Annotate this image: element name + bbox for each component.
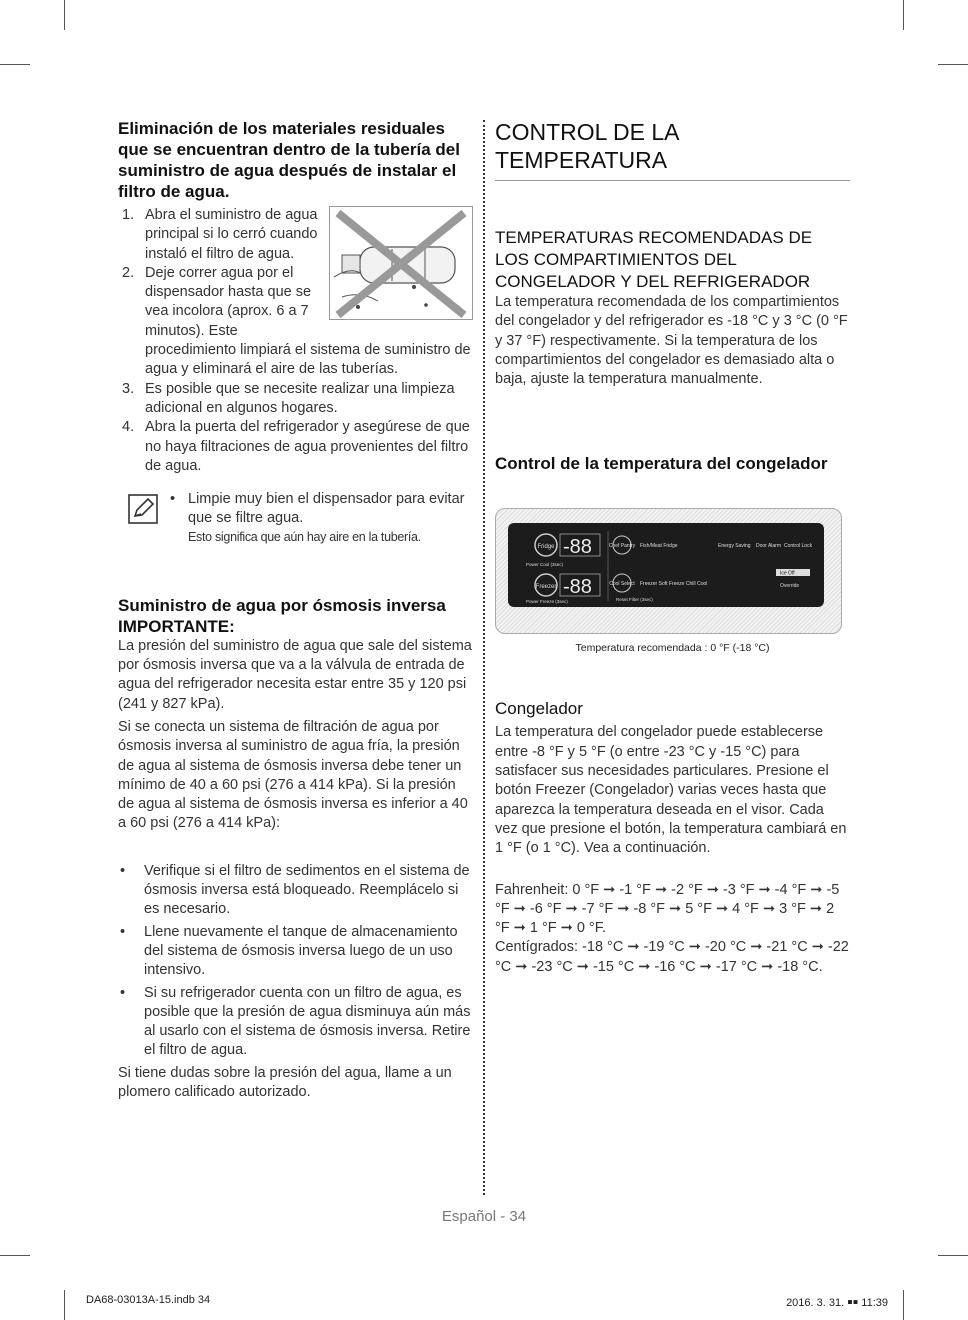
crop-mark <box>903 1290 904 1320</box>
reset-filter-label: Reset Filter (3sec) <box>616 597 653 603</box>
right-column <box>495 118 850 977</box>
page-number: Español - 34 <box>441 1208 527 1225</box>
list-item: • Si su refrigerador cuenta con un filtro de agua, es posible que la presión de agua disminuya aún más al usarlo con el sistema de ósmosis inversa. Retire el filtro de agua. <box>120 984 471 1059</box>
fahrenheit-sequence: Fahrenheit: 0 °F ➞ -1 °F ➞ -2 °F ➞ -3 °F ➞ -4 °F ➞ -5 °F ➞ -6 °F ➞ -7 °F ➞ -8 °F ➞ 5 °F ➞ 4 °F ➞ 3 °F ➞ 2 °F ➞ 1 °F ➞ 0 °F. <box>495 881 840 937</box>
panel-caption: Temperatura recomendada : 0 °F (-18 °C) <box>575 642 770 655</box>
energy-saving-label: Energy Saving <box>718 543 751 550</box>
list-item: • Verifique si el filtro de sedimentos en el sistema de ósmosis inversa está bloqueado. Reemplácelo si es necesario. <box>120 862 470 918</box>
cool-select-label: Cool Select <box>609 581 635 588</box>
note-detail: Esto significa que aún hay aire en la tubería. <box>188 529 421 544</box>
flush-steps <box>118 206 473 476</box>
celsius-sequence: Centígrados: -18 °C ➞ -19 °C ➞ -20 °C ➞ -21 °C ➞ -22 °C ➞ -23 °C ➞ -15 °C ➞ -16 °C ➞ -17 °C ➞ -18 °C. <box>495 939 849 975</box>
left-column <box>118 118 473 1106</box>
door-alarm-label: Door Alarm <box>756 543 782 550</box>
congelador-text: La temperatura del congelador puede establecerse entre -8 °F y 5 °F (o entre -23 °C y -15 °C) para satisfacer sus necesidades particulares. Presione el botón Freezer (Congelador) varias veces hasta que aparezca la temperatura deseada en el visor. Cada vez que presione el botón, la temperatura cambiará en 1 °F (o 1 °C). Vea a continuación. <box>495 724 847 857</box>
list-item: 2. Deje correr agua por el dispensador hasta que se vea incolora (aprox. 6 a 7 minutos). Este procedimiento limpiará el sistema de suministro de agua y eliminará el aire de las tuberías. <box>122 264 471 378</box>
note-box: • Limpie muy bien el dispensador para evitar que se filtre agua. Esto significa que aún hay aire en la tubería. <box>118 490 473 545</box>
page-title: CONTROL DE LA TEMPERATURA <box>495 118 850 181</box>
file-label: DA68-03013A-15.indb 34 <box>86 1294 211 1306</box>
chef-pantry-label: Chef Pantry <box>608 543 636 550</box>
crop-mark <box>64 1290 65 1320</box>
freezer-display: -88 <box>563 576 592 599</box>
control-panel <box>508 523 824 607</box>
crop-mark <box>64 0 65 30</box>
note-pencil-icon <box>128 494 158 524</box>
control-lock-label: Control Lock <box>784 543 813 550</box>
print-date: 2016. 3. 31. ￭￭ 11:39 <box>786 1297 888 1309</box>
fridge-button-label: Fridge <box>537 544 555 551</box>
crop-mark <box>0 64 30 65</box>
power-cool-label: Power Cool (3sec) <box>526 562 564 568</box>
override-label: Override <box>780 583 800 590</box>
freezer-button-label: Freezer <box>535 584 557 591</box>
ice-off-label: Ice Off <box>780 570 795 577</box>
cool-select-modes: Freezer Soft Freeze Chill Cool <box>640 581 708 588</box>
recommended-heading: TEMPERATURAS RECOMENDADAS DE LOS COMPARTIMIENTOS DEL CONGELADOR Y DEL REFRIGERADOR <box>495 228 813 291</box>
ro-important: IMPORTANTE: <box>118 616 235 636</box>
list-item: 4. Abra la puerta del refrigerador y asegúrese de que no haya filtraciones de agua provenientes del filtro de agua. <box>122 419 470 474</box>
crop-mark <box>903 0 904 30</box>
ro-paragraph-1: La presión del suministro de agua que sale del sistema por ósmosis inversa que va a la válvula de entrada de agua del refrigerador necesita estar entre 35 y 120 psi (241 y 827 kPa). <box>118 637 472 712</box>
note-bullet: Limpie muy bien el dispensador para evitar que se filtre agua. <box>188 491 465 527</box>
recommended-text: La temperatura recomendada de los compartimientos del congelador y del refrigerador es -18 °C y 3 °C (0 °F y 37 °F) respectivamente. Si la temperatura de los compartimientos del congelador es demasiado alta o baja, ajuste la temperatura manualmente. <box>495 294 848 388</box>
crop-mark <box>938 1255 968 1256</box>
residual-heading: Eliminación de los materiales residuales que se encuentran dentro de la tubería del suministro de agua después de instalar el filtro de agua. <box>118 119 460 201</box>
freezer-control-heading: Control de la temperatura del congelador <box>495 454 828 474</box>
ro-paragraph-2: Si se conecta un sistema de filtración de agua por ósmosis inversa al suministro de agua fría, la presión de agua al sistema de ósmosis inversa debe tener un mínimo de 40 a 60 psi (276 a 414 kPa). Si la presión de agua al sistema de ósmosis inversa es inferior a 40 a 60 psi (276 a 414 kPa): <box>118 718 468 832</box>
power-freeze-label: Power Freeze (3sec) <box>526 599 568 605</box>
ro-body <box>118 637 473 1103</box>
fridge-display: -88 <box>563 536 592 559</box>
crop-mark <box>0 1255 30 1256</box>
congelador-heading: Congelador <box>495 699 583 719</box>
ro-bullet-list <box>118 862 473 1061</box>
control-panel-drawing <box>508 523 824 607</box>
ro-heading: Suministro de agua por ósmosis inversa <box>118 595 446 615</box>
list-item: 1. Abra el suministro de agua principal si lo cerró cuando instaló el filtro de agua. <box>122 207 318 262</box>
crop-mark <box>938 64 968 65</box>
column-divider <box>483 120 485 1195</box>
ro-closing: Si tiene dudas sobre la presión del agua, llame a un plomero calificado autorizado. <box>118 1064 452 1100</box>
control-panel-image <box>495 508 842 634</box>
list-item: • Llene nuevamente el tanque de almacenamiento del sistema de ósmosis inversa luego de un uso intensivo. <box>120 923 458 979</box>
list-item: 3. Es posible que se necesite realizar una limpieza adicional en algunos hogares. <box>122 380 455 416</box>
fridge-mode-labels: Fish/Meat Fridge <box>640 543 678 550</box>
